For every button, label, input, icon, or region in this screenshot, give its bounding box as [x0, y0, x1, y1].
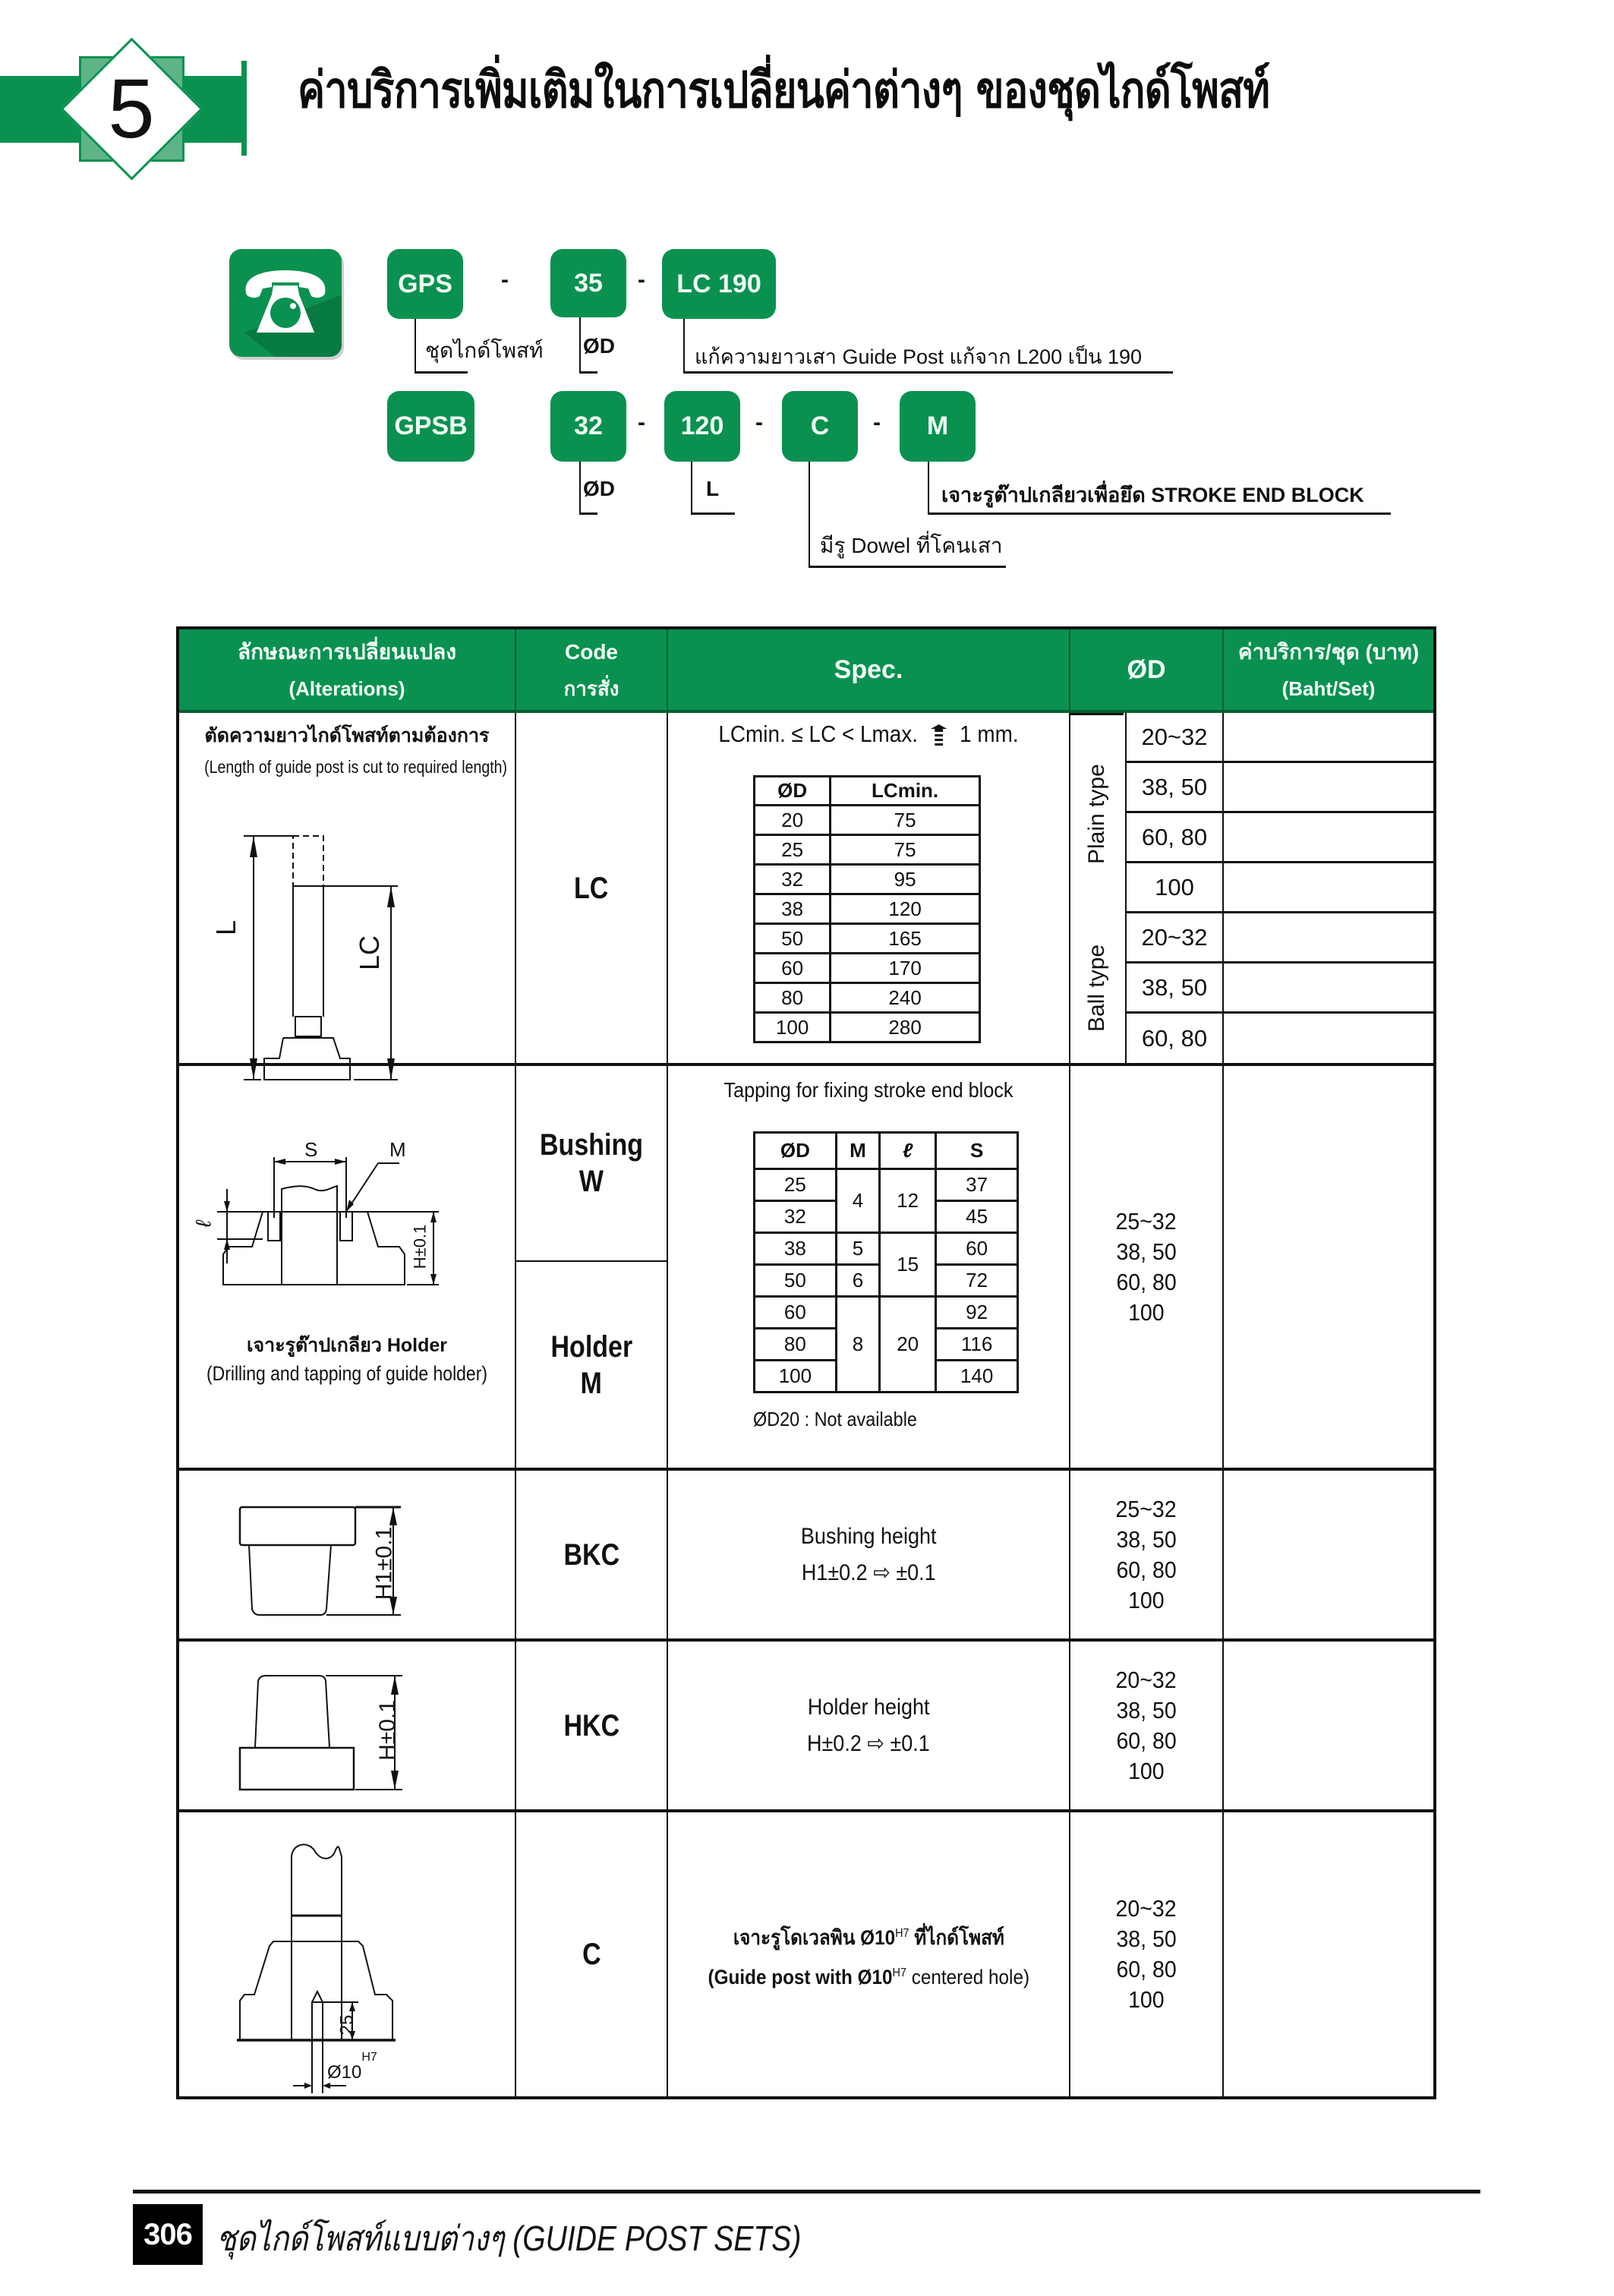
- spec-cell: [668, 713, 1070, 1063]
- code-cell: [516, 1066, 668, 1468]
- price-value: [1224, 964, 1433, 1014]
- spec-line-th: เจาะรูโดเวลพิน $Ø10^{H7}$ ที่ไกด์โพสท์: [733, 1926, 1004, 1949]
- alteration-th: เจาะรูต๊าปเกลียว Holder: [246, 1335, 448, 1356]
- od-value: 38, 50: [1127, 964, 1222, 1014]
- dimension-label-l: L: [210, 919, 242, 936]
- alteration-en: (Length of guide post is cut to required length): [204, 757, 508, 777]
- section-number: 5: [108, 62, 155, 156]
- spec-cell: [668, 1066, 1070, 1468]
- header-alterations: ลักษณะการเปลี่ยนแปลง (Alterations): [179, 629, 516, 710]
- table-row-lc: [179, 713, 1433, 1066]
- code-value: HKC: [563, 1708, 619, 1742]
- price-value: [1224, 863, 1433, 913]
- code-value: BKC: [563, 1538, 619, 1572]
- code-box-length: 120: [664, 391, 740, 462]
- alteration-cell: [179, 1642, 516, 1809]
- code-box-dowel: C: [782, 391, 858, 462]
- price-value: [1224, 713, 1433, 763]
- price-cell: [1224, 1642, 1433, 1809]
- dimension-label-h1: H1±0.1: [371, 1526, 397, 1601]
- alteration-cell: [179, 1812, 516, 2096]
- table-row-c: [179, 1812, 1433, 2096]
- code-cell: [516, 1812, 668, 2096]
- price-cell: [1224, 1471, 1433, 1638]
- code-separator: -: [755, 410, 763, 435]
- code-box-diameter: 35: [550, 249, 626, 317]
- table-header: [179, 629, 1433, 713]
- price-value: [1224, 813, 1433, 863]
- od-value: 60, 80: [1116, 1268, 1177, 1295]
- od-value: 60, 80: [1127, 813, 1222, 863]
- od-value: 100: [1128, 1757, 1165, 1784]
- label-dowel: มีรู Dowel ที่โคนเสา: [820, 534, 1003, 557]
- label-length: L: [706, 477, 720, 500]
- od-value: 20~32: [1115, 1895, 1177, 1922]
- price-cell: [1224, 1066, 1433, 1468]
- price-value: [1224, 1014, 1433, 1063]
- alteration-cell: [179, 1066, 516, 1468]
- code-box-series: GPS: [387, 249, 463, 319]
- header-spec: Spec.: [668, 629, 1070, 710]
- code-holder: Holder M: [550, 1329, 632, 1400]
- alteration-cell: [179, 713, 516, 1063]
- code-bushing: Bushing W: [516, 1066, 667, 1262]
- code-box-tapping: M: [900, 391, 976, 462]
- header-od: ØD: [1070, 629, 1224, 710]
- price-cell: [1224, 1812, 1433, 2096]
- type-label-plain: Plain type: [1070, 713, 1124, 913]
- od-value: 20~32: [1127, 913, 1222, 964]
- code-box-series: GPSB: [387, 391, 474, 462]
- lcmin-table: ØD LCmin. 20 75 25 75 32 95 38 120 50 165 60 170 80 240 100 280: [753, 775, 981, 1043]
- label-series: ชุดไกด์โพสท์: [425, 339, 544, 362]
- page-title: ค่าบริการเพิ่มเติมในการเปลี่ยนค่าต่างๆ ของชุดไกด์โพสท์: [298, 61, 1270, 119]
- od-value: 100: [1127, 863, 1222, 913]
- alteration-th: ตัดความยาวไกด์โพสท์ตามต้องการ: [204, 725, 490, 746]
- code-value: C: [582, 1938, 601, 1971]
- od-value: 100: [1128, 1298, 1165, 1326]
- holder-height-drawing: [179, 1642, 516, 1812]
- dimension-label-dia: $Ø10^{H7}$: [327, 2051, 377, 2083]
- od-value: 100: [1128, 1586, 1165, 1613]
- code-value: LC: [574, 871, 609, 905]
- spec-line: H1±0.2 ⇨ ±0.1: [801, 1560, 936, 1585]
- od-column: [1127, 713, 1224, 1063]
- dimension-label-h: H±0.1: [410, 1224, 430, 1269]
- od-value: 25~32: [1115, 1207, 1177, 1235]
- page-number: 306: [133, 2204, 203, 2265]
- dowel-hole-drawing: [179, 1812, 516, 2096]
- label-diameter: ØD: [583, 334, 615, 358]
- spec-formula: LCmin. ≤ LC < Lmax. 1 mm.: [718, 721, 1019, 747]
- alteration-cell: [179, 1471, 516, 1638]
- footer-title: ชุดไกด์โพสท์แบบต่างๆ (GUIDE POST SETS): [216, 2219, 802, 2258]
- code-separator: -: [873, 410, 881, 435]
- tapping-table: ØD M ℓ S 25 4 12 37 32 45 38 5 15 60 50 6 72 60 8 20 92 80 116 100 140: [753, 1131, 1019, 1393]
- alteration-en: (Drilling and tapping of guide holder): [206, 1362, 487, 1385]
- table-row-hkc: [179, 1642, 1433, 1812]
- alterations-table: [176, 626, 1436, 2099]
- code-cell: [516, 713, 668, 1063]
- table-row-tapping: [179, 1066, 1433, 1471]
- od-value: 25~32: [1115, 1495, 1177, 1522]
- od-value: 38, 50: [1116, 1238, 1177, 1265]
- dimension-label-h: H±0.1: [374, 1700, 400, 1761]
- dimension-label-s: S: [304, 1138, 318, 1161]
- code-cell: [516, 1471, 668, 1638]
- od-value: 38, 50: [1127, 763, 1222, 813]
- od-value: 60, 80: [1116, 1556, 1177, 1583]
- bushing-height-drawing: [179, 1471, 516, 1642]
- table-row-bkc: [179, 1471, 1433, 1642]
- spec-cell: [668, 1642, 1070, 1809]
- guide-post-length-drawing: [179, 713, 516, 1066]
- header-price: ค่าบริการ/ชุด (บาท) (Baht/Set): [1237, 640, 1420, 700]
- spec-title: Tapping for fixing stroke end block: [723, 1078, 1013, 1102]
- spec-line: Holder height: [807, 1694, 930, 1720]
- od-value: 60, 80: [1116, 1727, 1177, 1754]
- price-column: [1224, 713, 1433, 1063]
- od-value: 38, 50: [1116, 1525, 1177, 1553]
- spec-line: Bushing height: [800, 1523, 937, 1549]
- price-value: [1224, 763, 1433, 813]
- od-cell: [1070, 1642, 1224, 1809]
- code-separator: -: [638, 267, 645, 292]
- od-value: 60, 80: [1141, 1024, 1208, 1052]
- dimension-label-l: ℓ: [191, 1220, 216, 1228]
- od-value: 38, 50: [1116, 1696, 1177, 1724]
- spec-line-en: (Guide post with $Ø10^{H7}$ centered hole): [708, 1966, 1029, 1988]
- dimension-label-lc: LC: [354, 935, 386, 971]
- od-cell: [1070, 1812, 1224, 2096]
- od-cell: [1070, 1471, 1224, 1638]
- footer-rule: [133, 2190, 1480, 2194]
- od-value: 38, 50: [1116, 1925, 1177, 1952]
- label-tapping: เจาะรูต๊าปเกลียวเพื่อยึด STROKE END BLOCK: [941, 484, 1364, 506]
- od-value: 60, 80: [1116, 1956, 1177, 1982]
- od-cell: [1070, 1066, 1224, 1468]
- spec-line: H±0.2 ⇨ ±0.1: [807, 1730, 930, 1756]
- od-value: 20~32: [1115, 1666, 1177, 1693]
- section-divider-bar: [241, 61, 247, 156]
- od-value: 20~32: [1127, 713, 1222, 763]
- spec-note: ØD20 : Not available: [753, 1408, 917, 1430]
- spec-cell: [668, 1812, 1070, 2096]
- holder-tapping-drawing: [179, 1066, 516, 1471]
- code-separator: -: [638, 410, 645, 435]
- code-separator: -: [501, 267, 509, 292]
- round-up-icon: [931, 724, 947, 747]
- label-alteration: แก้ความยาวเสา Guide Post แก้จาก L200 เป็น 190: [695, 345, 1143, 368]
- spec-cell: [668, 1471, 1070, 1638]
- type-label-ball: Ball type: [1084, 944, 1109, 1033]
- code-cell: [516, 1642, 668, 1809]
- price-value: [1224, 913, 1433, 964]
- dimension-label-depth: 25: [336, 2014, 358, 2036]
- dimension-label-m: M: [389, 1138, 406, 1161]
- label-diameter: ØD: [583, 477, 615, 500]
- type-column: [1070, 713, 1127, 1063]
- telephone-icon: [229, 249, 342, 357]
- code-box-diameter: 32: [550, 391, 626, 462]
- code-box-alteration: LC 190: [662, 249, 776, 319]
- header-code: Code การสั่ง: [516, 629, 668, 710]
- od-value: 100: [1128, 1986, 1165, 2013]
